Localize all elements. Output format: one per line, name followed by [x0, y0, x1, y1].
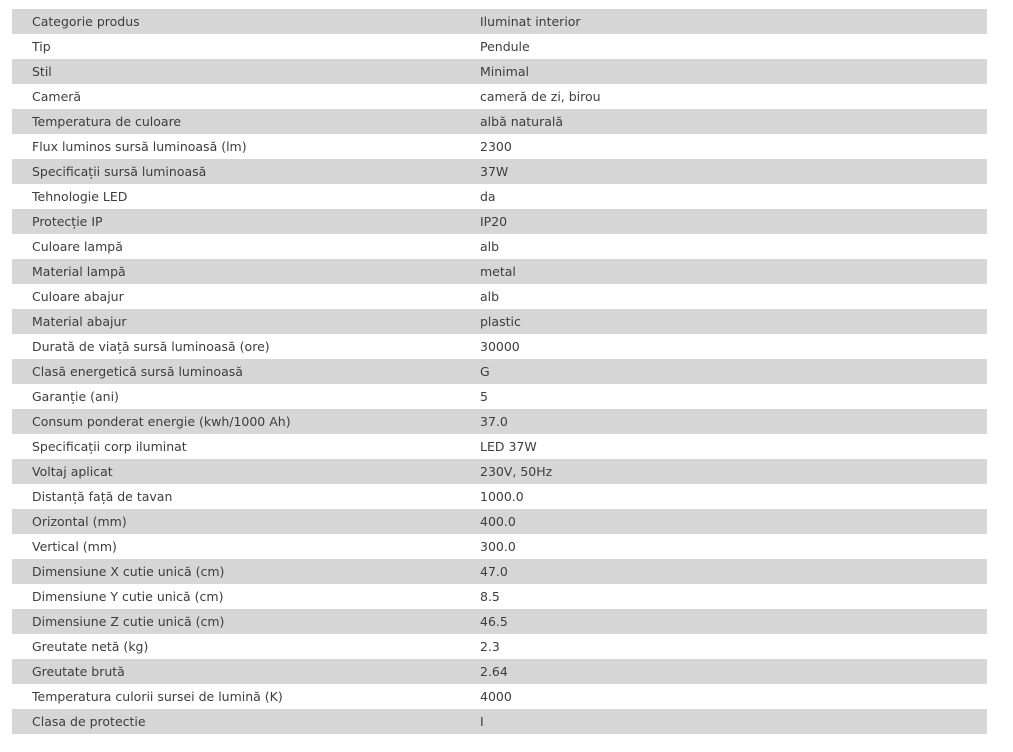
spec-row	[12, 334, 987, 359]
spec-value: 400.0	[480, 509, 987, 534]
spec-label: Culoare abajur	[12, 284, 480, 309]
spec-value: I	[480, 709, 987, 734]
spec-value: alb	[480, 234, 987, 259]
spec-label: Material lampă	[12, 259, 480, 284]
spec-value: 1000.0	[480, 484, 987, 509]
spec-value: da	[480, 184, 987, 209]
spec-label: Dimensiune X cutie unică (cm)	[12, 559, 480, 584]
spec-row	[12, 234, 987, 259]
spec-label: Dimensiune Z cutie unică (cm)	[12, 609, 480, 634]
spec-label: Distanță față de tavan	[12, 484, 480, 509]
spec-value: 230V, 50Hz	[480, 459, 987, 484]
spec-label: Stil	[12, 59, 480, 84]
spec-label: Tehnologie LED	[12, 184, 480, 209]
spec-value: cameră de zi, birou	[480, 84, 987, 109]
spec-label: Temperatura culorii sursei de lumină (K)	[12, 684, 480, 709]
spec-value: 5	[480, 384, 987, 409]
spec-value: G	[480, 359, 987, 384]
spec-value: Pendule	[480, 34, 987, 59]
spec-label: Protecție IP	[12, 209, 480, 234]
spec-label: Vertical (mm)	[12, 534, 480, 559]
spec-row	[12, 409, 987, 434]
spec-row	[12, 284, 987, 309]
spec-row	[12, 634, 987, 659]
spec-value: alb	[480, 284, 987, 309]
spec-value: Minimal	[480, 59, 987, 84]
spec-value: 37.0	[480, 409, 987, 434]
specifications-body	[12, 9, 987, 734]
spec-value: albă naturală	[480, 109, 987, 134]
spec-row	[12, 134, 987, 159]
spec-row	[12, 534, 987, 559]
spec-row	[12, 309, 987, 334]
spec-row	[12, 59, 987, 84]
spec-label: Clasa de protectie	[12, 709, 480, 734]
spec-value: 46.5	[480, 609, 987, 634]
spec-label: Greutate netă (kg)	[12, 634, 480, 659]
spec-label: Tip	[12, 34, 480, 59]
spec-value: 30000	[480, 334, 987, 359]
spec-row	[12, 384, 987, 409]
spec-label: Clasă energetică sursă luminoasă	[12, 359, 480, 384]
spec-value: IP20	[480, 209, 987, 234]
spec-row	[12, 159, 987, 184]
spec-value: 2.3	[480, 634, 987, 659]
spec-label: Durată de viață sursă luminoasă (ore)	[12, 334, 480, 359]
spec-row	[12, 34, 987, 59]
spec-row	[12, 184, 987, 209]
spec-row	[12, 584, 987, 609]
spec-label: Dimensiune Y cutie unică (cm)	[12, 584, 480, 609]
spec-value: 8.5	[480, 584, 987, 609]
spec-label: Culoare lampă	[12, 234, 480, 259]
spec-row	[12, 659, 987, 684]
spec-label: Cameră	[12, 84, 480, 109]
spec-label: Garanție (ani)	[12, 384, 480, 409]
spec-label: Specificații sursă luminoasă	[12, 159, 480, 184]
spec-label: Flux luminos sursă luminoasă (lm)	[12, 134, 480, 159]
spec-row	[12, 9, 987, 34]
spec-row	[12, 709, 987, 734]
spec-row	[12, 684, 987, 709]
spec-value: LED 37W	[480, 434, 987, 459]
spec-row	[12, 559, 987, 584]
spec-label: Specificații corp iluminat	[12, 434, 480, 459]
spec-value: Iluminat interior	[480, 9, 987, 34]
spec-value: 37W	[480, 159, 987, 184]
spec-row	[12, 84, 987, 109]
spec-label: Orizontal (mm)	[12, 509, 480, 534]
spec-row	[12, 109, 987, 134]
spec-row	[12, 509, 987, 534]
spec-value: 4000	[480, 684, 987, 709]
spec-label: Consum ponderat energie (kwh/1000 Ah)	[12, 409, 480, 434]
spec-row	[12, 609, 987, 634]
spec-label: Temperatura de culoare	[12, 109, 480, 134]
spec-row	[12, 259, 987, 284]
spec-value: metal	[480, 259, 987, 284]
spec-value: 300.0	[480, 534, 987, 559]
spec-value: 2300	[480, 134, 987, 159]
spec-label: Voltaj aplicat	[12, 459, 480, 484]
spec-label: Categorie produs	[12, 9, 480, 34]
spec-row	[12, 434, 987, 459]
spec-value: plastic	[480, 309, 987, 334]
spec-row	[12, 359, 987, 384]
spec-label: Material abajur	[12, 309, 480, 334]
spec-value: 47.0	[480, 559, 987, 584]
spec-value: 2.64	[480, 659, 987, 684]
spec-label: Greutate brută	[12, 659, 480, 684]
spec-row	[12, 484, 987, 509]
specifications-table	[12, 9, 987, 734]
spec-row	[12, 459, 987, 484]
spec-row	[12, 209, 987, 234]
